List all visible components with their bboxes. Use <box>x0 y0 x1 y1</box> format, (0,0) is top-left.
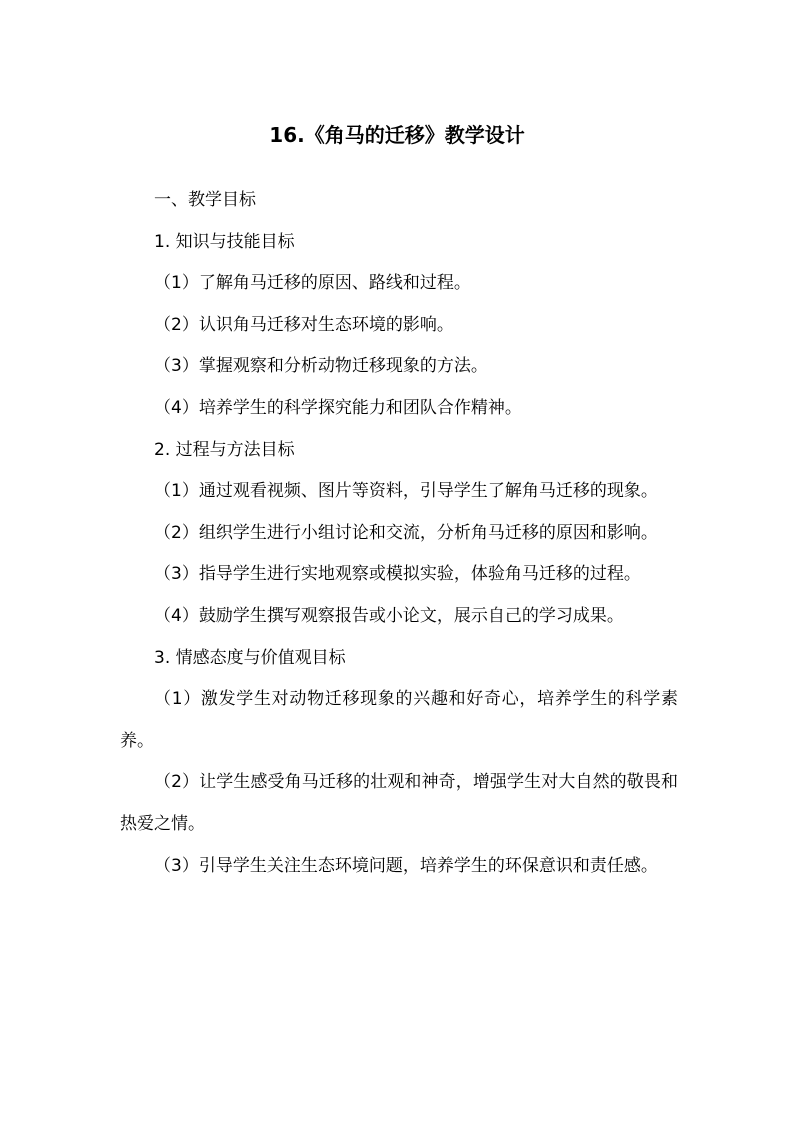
list-item: （2）组织学生进行小组讨论和交流，分析角马迁移的原因和影响。 <box>154 522 658 543</box>
list-item: （3）引导学生关注生态环境问题，培养学生的环保意识和责任感。 <box>154 855 658 876</box>
subsection-heading-process-methods: 2. 过程与方法目标 <box>154 439 295 460</box>
list-item: （2）认识角马迁移对生态环境的影响。 <box>154 314 454 335</box>
list-item: （3）掌握观察和分析动物迁移现象的方法。 <box>154 356 488 377</box>
list-item: （1）了解角马迁移的原因、路线和过程。 <box>154 273 471 294</box>
page-title: 16.《角马的迁移》教学设计 <box>269 123 525 147</box>
document-body <box>120 180 678 887</box>
list-item: （1）通过观看视频、图片等资料，引导学生了解角马迁移的现象。 <box>154 481 658 502</box>
subsection-heading-knowledge-skills: 1. 知识与技能目标 <box>154 231 295 252</box>
list-item: （4）鼓励学生撰写观察报告或小论文，展示自己的学习成果。 <box>154 605 624 626</box>
list-item: （4）培养学生的科学探究能力和团队合作精神。 <box>154 397 522 418</box>
list-item: （1）激发学生对动物迁移现象的兴趣和好奇心，培养学生的科学素养。 <box>120 689 678 751</box>
section-heading-teaching-goals: 一、教学目标 <box>154 190 256 210</box>
subsection-heading-emotion-values: 3. 情感态度与价值观目标 <box>154 647 346 668</box>
list-item: （2）让学生感受角马迁移的壮观和神奇，增强学生对大自然的敬畏和热爱之情。 <box>120 772 678 834</box>
list-item: （3）指导学生进行实地观察或模拟实验，体验角马迁移的过程。 <box>154 564 641 585</box>
